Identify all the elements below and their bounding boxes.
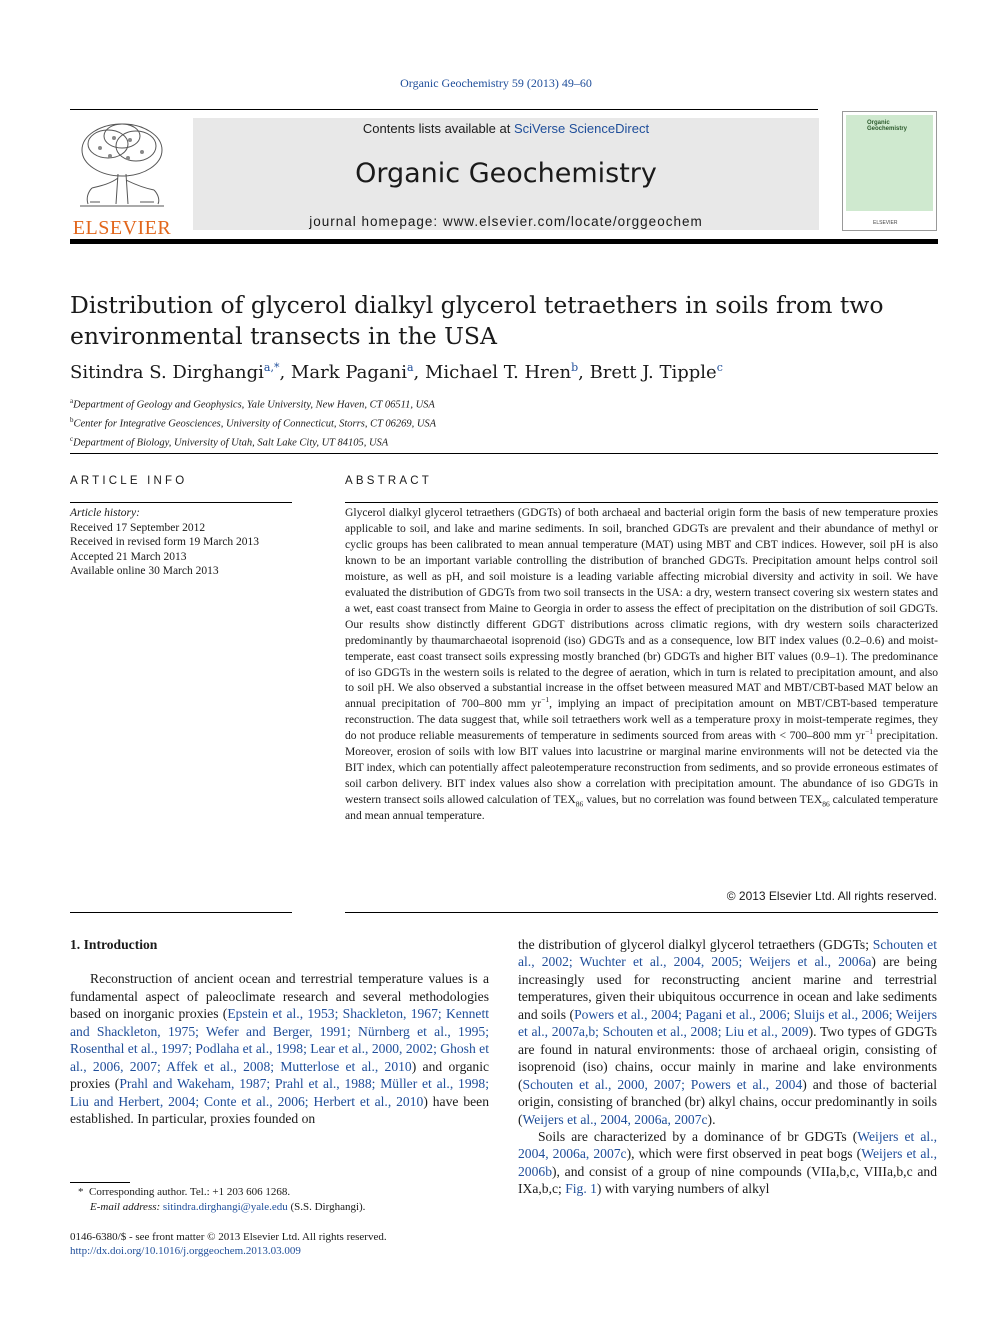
footnote-rule <box>70 1182 130 1183</box>
elsevier-wordmark: ELSEVIER <box>72 217 172 239</box>
affiliation-mark: c <box>70 435 74 444</box>
article-info-heading: ARTICLE INFO <box>70 475 188 487</box>
author-affiliation-mark[interactable]: b <box>571 361 579 374</box>
corresponding-author-note <box>70 1185 365 1200</box>
contents-prefix: Contents lists available at <box>362 121 514 136</box>
history-online: Available online 30 March 2013 <box>70 565 219 577</box>
affiliation <box>70 432 436 451</box>
email-owner: (S.S. Dirghangi). <box>287 1201 366 1213</box>
author-list <box>70 361 723 383</box>
cover-title-line1: Organic <box>867 120 890 126</box>
body-column-right <box>518 936 937 1198</box>
intro-paragraph-1-cont <box>518 936 937 1128</box>
figure-link[interactable]: Fig. 1 <box>565 1181 597 1197</box>
email-link[interactable]: sitindra.dirghangi@yale.edu <box>162 1201 288 1213</box>
text-run: ), which were first observed in peat bogs ( <box>626 1146 862 1162</box>
author-separator: , <box>413 362 425 383</box>
intro-paragraph-1 <box>70 970 489 1127</box>
author-name[interactable]: Mark Pagani <box>290 362 407 383</box>
citation-link[interactable]: Schouten et al., 2000, 2007; Powers et al., 2004 <box>522 1076 803 1092</box>
affiliation <box>70 413 436 432</box>
info-bottom-rule <box>70 912 292 913</box>
article-title: Distribution of glycerol dialkyl glycerol tetraethers in soils from two environmental transects in the USA <box>70 291 884 350</box>
journal-banner <box>193 118 819 230</box>
citation-link[interactable]: Weijers et al., 2004, 2006a, 2007c <box>522 1111 708 1127</box>
abstract-part: , implying an impact of precipitation amount on MBT/CBT-based temperature reconstruction. The data suggest that, while soil tetraethers work well as a temperature proxy in moist-temperate regimes, they do not produce reliable measurements of temperature in sediments sourced from areas with < 700–800 mm yr <box>345 697 938 743</box>
citation-link[interactable]: Powers et al., 2004; Pagani et al., 2006; Sluijs et al., 2006; Weijers et al., 2007a,b; Schouten et al., 2008; Liu et al., 2009 <box>518 1006 937 1040</box>
front-matter <box>70 1230 387 1258</box>
abstract-rule <box>345 502 938 503</box>
intro-paragraph-2 <box>518 1128 937 1198</box>
text-run: Reconstruction of ancient ocean and terrestrial temperature values is a fundamental aspect of paleoclimate research and several methodologies based on inorganic proxies ( <box>70 971 489 1022</box>
elsevier-tree-icon <box>70 118 174 212</box>
abstract-text <box>345 505 938 824</box>
author-affiliation-mark[interactable]: a <box>406 361 414 374</box>
affiliation-text: Center for Integrative Geosciences, University of Connecticut, Storrs, CT 06269, USA <box>73 418 437 430</box>
cover-title-line2: Geochemistry <box>867 126 908 132</box>
citation-link[interactable]: Weijers et al., 2004, 2006a, 2007c <box>518 1128 937 1162</box>
email-label: E-mail address: <box>90 1201 163 1213</box>
text-run: ), and consist of a group of nine compounds (VIIa,b,c, VIIIa,b,c and IXa,b,c; <box>518 1163 937 1197</box>
text-run: ) have been established. In particular, proxies founded on <box>70 1093 489 1127</box>
abstract-part: calculated temperature and mean annual temperature. <box>345 793 938 823</box>
citation-link[interactable]: Weijers et al., 2006b <box>518 1146 937 1179</box>
copyright-notice: © 2013 Elsevier Ltd. All rights reserved. <box>726 889 937 903</box>
journal-homepage <box>193 214 819 229</box>
affiliation-mark: b <box>70 416 74 425</box>
affiliation-list <box>70 394 436 452</box>
abstract-heading: ABSTRACT <box>345 475 432 487</box>
corresponding-text: Corresponding author. Tel.: +1 203 606 1268. <box>89 1186 291 1198</box>
history-revised: Received in revised form 19 March 2013 <box>70 536 260 548</box>
footnotes <box>70 1185 365 1215</box>
author-separator: , <box>279 362 291 383</box>
title-rule <box>70 453 938 454</box>
abstract-part: precipitation. Moreover, erosion of soils with low BIT values into lacustrine or marginal marine environments will not be detected via the BIT index, which can potentially affect paleotemperature reconstruction from sediments, and so provide erroneous estimates of soil carbon delivery. BIT index values also show a correlation with precipitation amount. The abundance of iso GDGTs in western transect soils allowed calculation of TEX <box>345 729 938 807</box>
author-name[interactable]: Brett J. Tipple <box>589 362 717 383</box>
text-run: the distribution of glycerol dialkyl glycerol tetraethers (GDGTs; <box>518 937 873 952</box>
text-run: ) are being increasingly used for reconstructing ancient marine and terrestrial temperatures, given their ubiquitous occurrence in ocean and lake sediments and soils ( <box>518 954 937 1022</box>
text-run: ). <box>707 1111 716 1127</box>
affiliation-text: Department of Geology and Geophysics, Yale University, New Haven, CT 06511, USA <box>73 399 435 411</box>
article-info-rule <box>70 502 292 503</box>
citation-link[interactable]: Prahl and Wakeham, 1987; Prahl et al., 1988; Müller et al., 1998; Liu and Herbert, 2004; Conte et al., 2006; Herbert et al., 2010 <box>70 1076 489 1109</box>
text-run: ) and those of bacterial origin, consisting of branched (br) alkyl chains, occur predominantly in soils ( <box>518 1076 937 1127</box>
abstract-part: values, but no correlation was found between TEX <box>583 793 823 807</box>
homepage-link[interactable]: www.elsevier.com/locate/orggeochem <box>442 214 703 229</box>
journal-title: Organic Geochemistry <box>355 158 657 189</box>
author-separator: , <box>578 362 590 383</box>
abstract-bottom-rule <box>345 912 938 913</box>
elsevier-logo <box>70 118 174 239</box>
section-heading-introduction: 1. Introduction <box>70 937 158 952</box>
author-affiliation-mark[interactable]: c <box>716 361 723 374</box>
abstract-sub: 86 <box>822 799 830 809</box>
text-run: ) with varying numbers of alkyl <box>596 1181 770 1197</box>
journal-cover-thumbnail[interactable] <box>842 111 937 231</box>
text-run: Soils are characterized by a dominance of br GDGTs ( <box>538 1128 858 1144</box>
cover-title <box>867 120 907 132</box>
header-thick-rule <box>70 239 938 244</box>
article-history <box>70 506 259 579</box>
email-note <box>70 1200 365 1215</box>
header-rule <box>70 109 818 110</box>
homepage-prefix: journal homepage: <box>309 214 443 229</box>
affiliation-mark: a <box>70 397 74 405</box>
contents-line <box>193 121 819 136</box>
abstract-sub: 86 <box>575 799 584 809</box>
affiliation <box>70 394 436 413</box>
citation-link[interactable]: Epstein et al., 1953; Shackleton, 1967; Kennett and Shackleton, 1975; Wefer and Berger, 1991; Nürnberg et al., 1995; Rosenthal et al., 1997; Podlaha et al., 1998; Lear et al., 2000, 2002; Ghosh et al., 2006, 2007; Affek et al., 2008; Mutterlose et al., 2010 <box>70 1006 489 1074</box>
doi-link[interactable]: http://dx.doi.org/10.1016/j.orggeochem.2013.03.009 <box>70 1245 301 1257</box>
author-affiliation-mark[interactable]: a,* <box>263 361 280 374</box>
abstract-sup: −1 <box>541 695 550 705</box>
cover-publisher: ELSEVIER <box>873 220 898 226</box>
history-accepted: Accepted 21 March 2013 <box>70 550 187 563</box>
issn-line: 0146-6380/$ - see front matter © 2013 Elsevier Ltd. All rights reserved. <box>70 1231 387 1243</box>
author-name[interactable]: Michael T. Hren <box>424 362 572 383</box>
journal-citation-link[interactable]: Organic Geochemistry 59 (2013) 49–60 <box>400 76 592 90</box>
body-column-left <box>70 936 489 1128</box>
footnote-mark: * <box>78 1186 84 1198</box>
text-run: ). Two types of GDGTs are found in natural environments: those of archaeal origin, consisting of isoprenoid (iso) chains, occur mainly in marine and lake environments ( <box>518 1024 937 1092</box>
abstract-sup: −1 <box>864 727 873 737</box>
sciencedirect-link[interactable]: SciVerse ScienceDirect <box>513 121 650 136</box>
history-received: Received 17 September 2012 <box>70 521 206 534</box>
abstract-part: Glycerol dialkyl glycerol tetraethers (GDGTs) of both archaeal and bacterial origin form the basis of new temperature proxies applicable to soil, and lake and marine sediments. In soil, branched GDGTs are prevalent and their abundance of methyl or cyclic groups has been calibrated to mean annual temperature (MAT) using MBT and CBT indices. However, soil pH is also known to be an important variable controlling the distribution of branched GDGTs. Precipitation amount helps control soil moisture, as well as pH, and soil moisture is a leading variable affecting microbial diversity and activity in soil. We have evaluated the distribution of GDGTs from two soil transects in the USA: a dry, western transect covering six western states and a wet, east coast transect from Maine to Georgia in order to assess the effect of precipitation on the distribution of soil GDGTs. Our results show distinctly different GDGT distributions across climatic regions, with dry western soils characterized predominantly by thaumarchaeotal isoprenoid (iso) GDGTs and as a consequence, low BIT index values (0.2–0.6) and moist-temperate, east coast transect soils expressing mostly branched (br) GDGTs and higher BIT values (0.9–1). The predominance of iso GDGTs in the western soils is related to the degree of aeration, which in turn is related to precipitation amount, and also to soil pH. We also observed a substantial increase in the offset between measured MAT and MBT/CBT-based MAT below an annual precipitation of 700–800 mm yr <box>345 506 938 711</box>
citation-link[interactable]: Schouten et al., 2002; Wuchter et al., 2004, 2005; Weijers et al., 2006a <box>518 937 937 970</box>
affiliation-text: Department of Biology, University of Utah, Salt Lake City, UT 84105, USA <box>73 437 389 449</box>
text-run: ) and organic proxies ( <box>70 1058 490 1092</box>
history-label: Article history: <box>70 507 140 519</box>
author-name[interactable]: Sitindra S. Dirghangi <box>70 362 264 383</box>
